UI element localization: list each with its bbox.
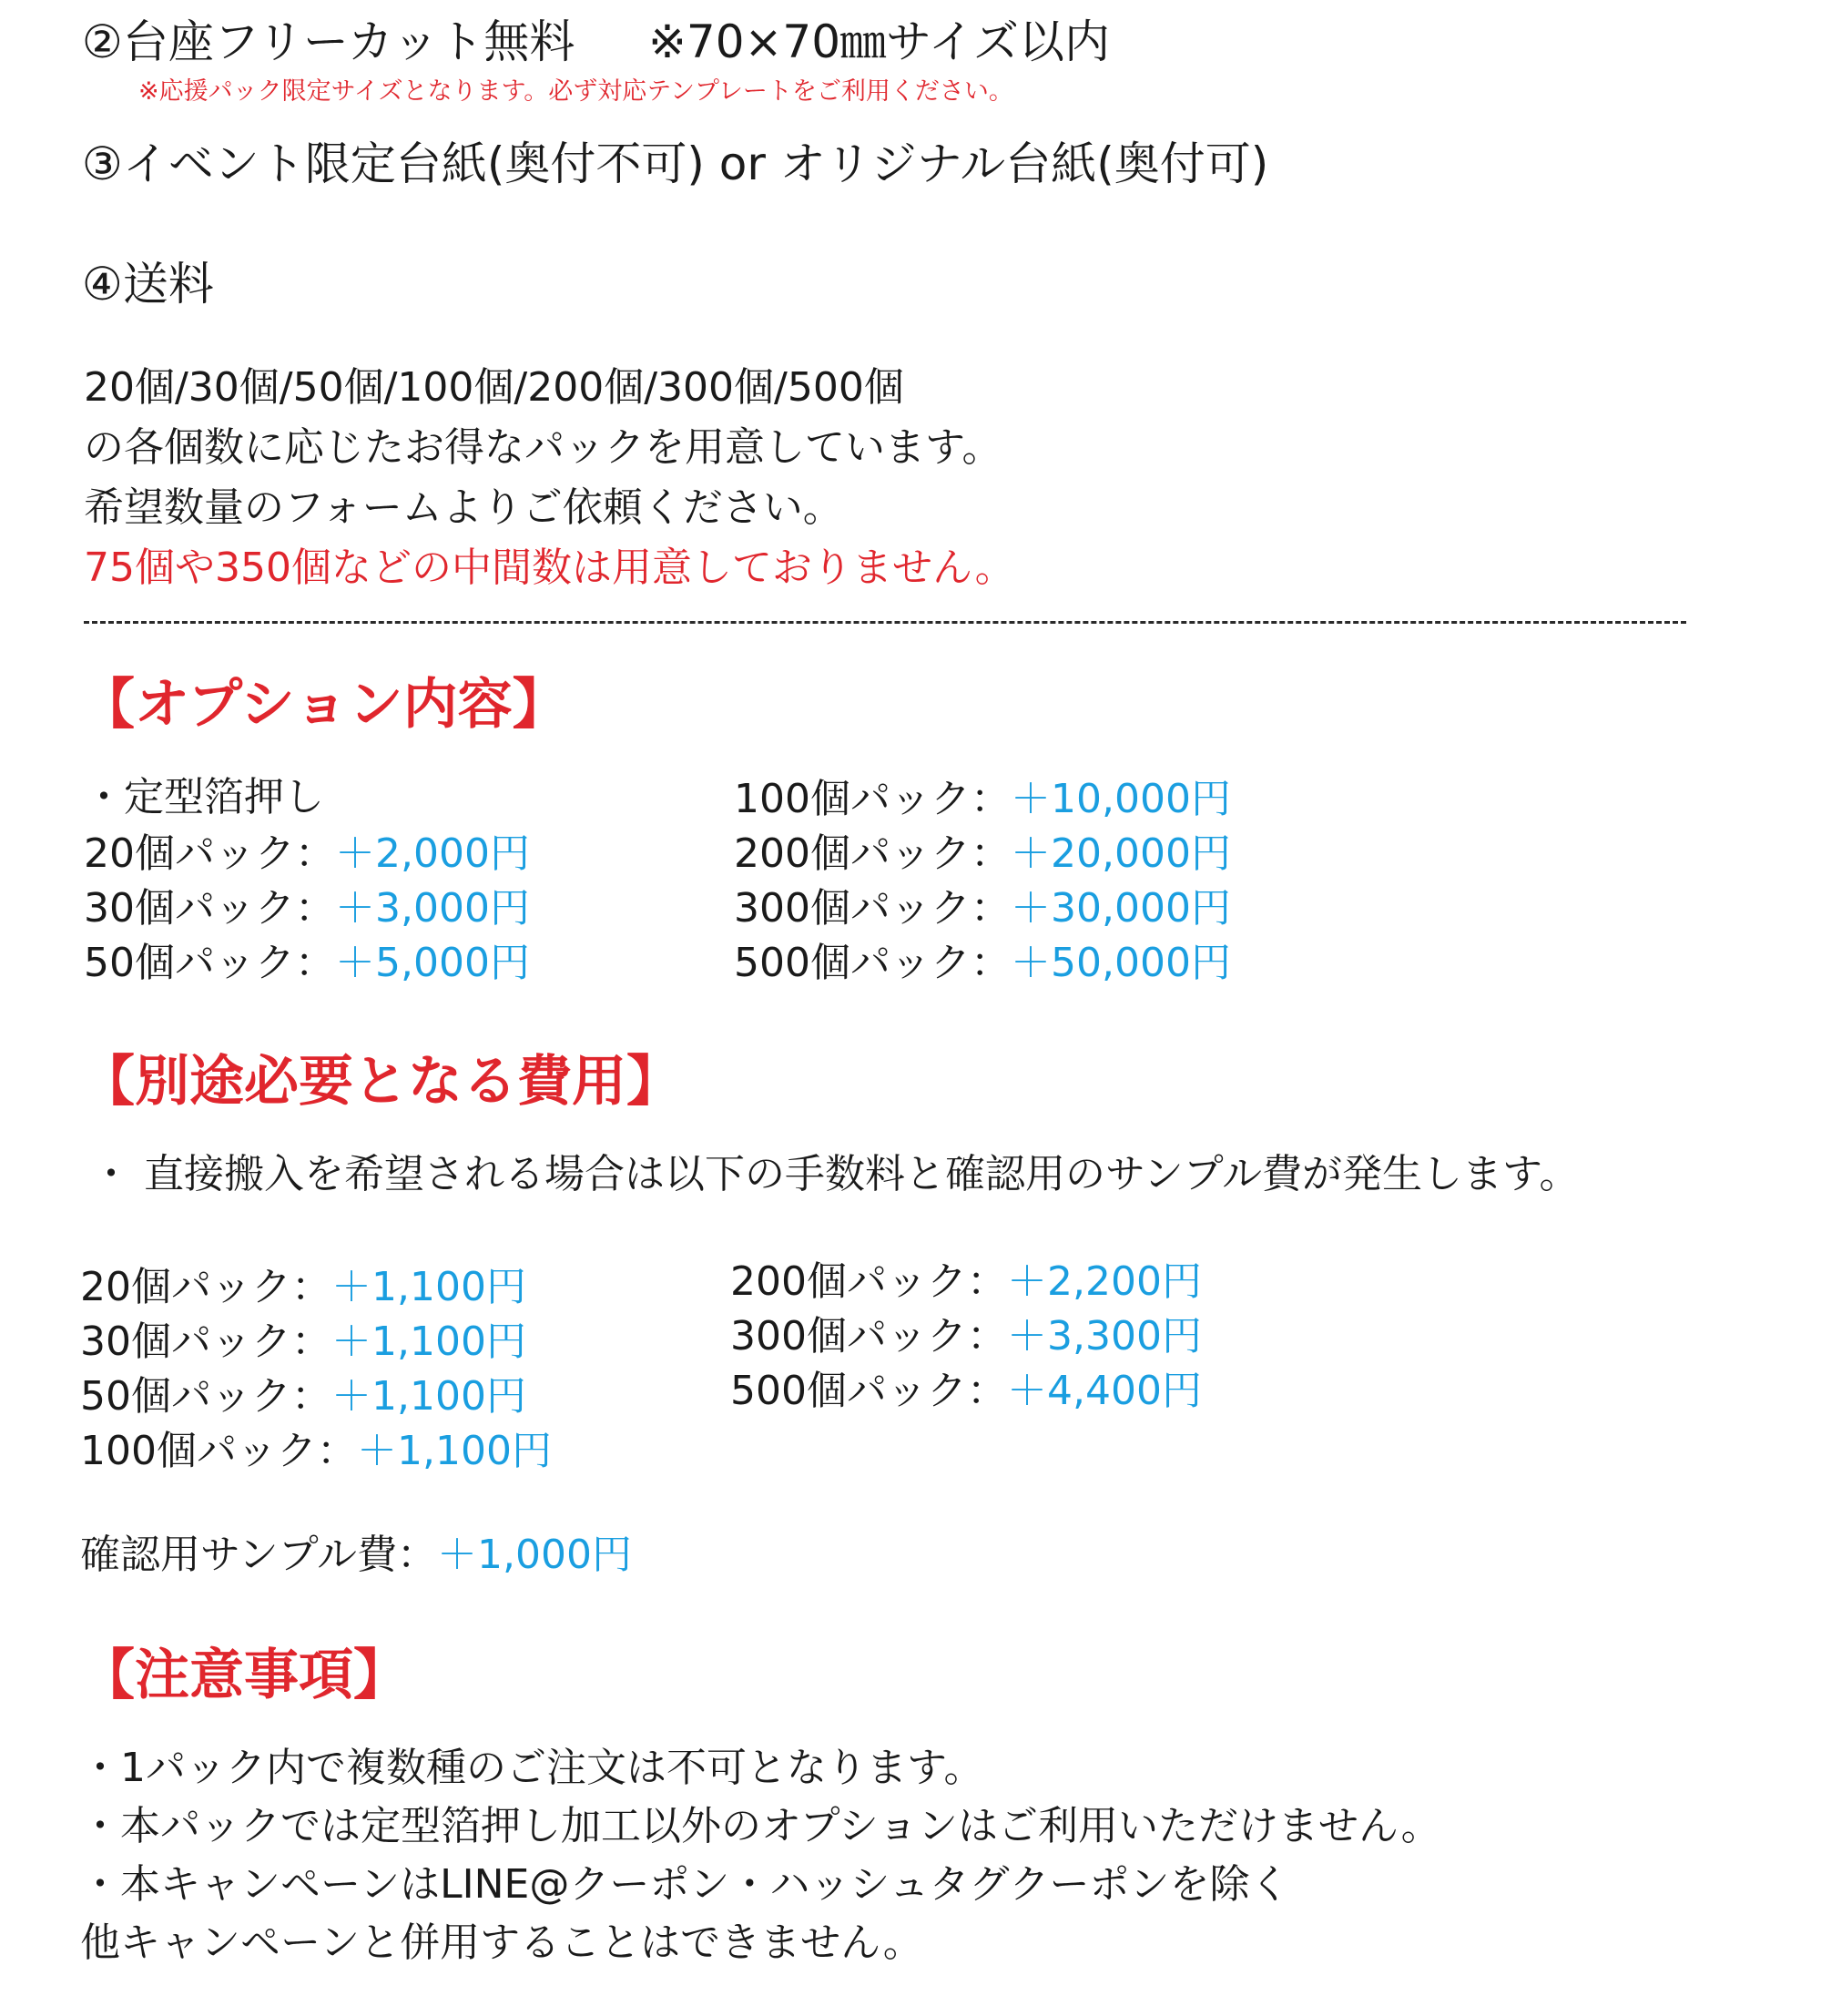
description-line-3: 希望数量のフォームよりご依頼ください。 (84, 484, 843, 531)
fee-price-row (80, 1315, 552, 1369)
pack-label: 100個パック (80, 1428, 317, 1474)
fee-price-row (80, 1424, 552, 1479)
note-line-1: ・1パック内で複数種のご注文は不可となります。 (80, 1745, 984, 1791)
pack-price: ＋30,000円 (1010, 885, 1231, 932)
description-warning: 75個や350個などの中間数は用意しておりません。 (84, 545, 1015, 591)
pack-price: ＋10,000円 (1010, 776, 1231, 822)
pack-price: ＋1,100円 (331, 1373, 526, 1420)
sample-fee-label: 確認用サンプル費 (80, 1532, 398, 1578)
pack-price: ＋1,100円 (356, 1428, 552, 1474)
options-left-list (84, 827, 530, 991)
separator: ： (966, 1368, 1007, 1414)
fee-price-row (730, 1309, 1202, 1364)
pack-label: 200個パック (730, 1258, 967, 1305)
option-price-row (734, 827, 1231, 881)
separator: ： (295, 885, 335, 932)
shipping-label: ④送料 (82, 258, 214, 311)
separator: ： (316, 1428, 357, 1474)
pack-label: 300個パック (734, 885, 971, 932)
option-price-row (734, 772, 1231, 827)
pack-label: 500個パック (730, 1368, 967, 1414)
dashed-divider (84, 621, 1686, 624)
pack-label: 200個パック (734, 830, 971, 877)
separator: ： (291, 1373, 331, 1420)
pack-label: 100個パック (734, 776, 971, 822)
note-line-4: 他キャンペーンと併用することはできません。 (80, 1919, 923, 1966)
pack-price: ＋2,000円 (335, 830, 530, 877)
pack-label: 30個パック (80, 1319, 291, 1365)
pack-label: 500個パック (734, 940, 971, 986)
pack-label: 20個パック (80, 1264, 291, 1310)
options-right-list (734, 772, 1231, 991)
pack-price: ＋50,000円 (1010, 940, 1231, 986)
separator: ： (291, 1264, 331, 1310)
separator: ： (295, 940, 335, 986)
pack-price: ＋3,300円 (1006, 1313, 1202, 1359)
pack-price: ＋3,000円 (335, 885, 530, 932)
fees-intro: ・ 直接搬入を希望される場合は以下の手数料と確認用のサンプル費が発生します。 (91, 1151, 1580, 1197)
notes-heading: 【注意事項】 (80, 1644, 408, 1707)
note-line-3: ・本キャンペーンはLINE@クーポン・ハッシュタグクーポンを除く (80, 1861, 1290, 1908)
separator: ： (966, 1313, 1007, 1359)
description-line-1: 20個/30個/50個/100個/200個/300個/500個 (84, 364, 904, 411)
option-price-row (734, 936, 1231, 991)
fee-price-row (80, 1369, 552, 1424)
separator: ： (970, 940, 1011, 986)
fee-price-row (730, 1364, 1202, 1419)
separator: ： (397, 1532, 438, 1578)
sample-fee-price: ＋1,000円 (437, 1532, 633, 1578)
pack-label: 50個パック (84, 940, 295, 986)
options-heading: 【オプション内容】 (80, 673, 567, 737)
option-price-row (84, 936, 530, 991)
option-price-row (84, 881, 530, 936)
pack-label: 20個パック (84, 830, 295, 877)
note-line-2: ・本パックでは定型箔押し加工以外のオプションはご利用いただけません。 (80, 1803, 1441, 1849)
size-limit-label: ※70×70㎜サイズ以内 (648, 15, 1111, 68)
free-cut-label: ②台座フリーカット無料 (82, 15, 575, 68)
fees-heading: 【別途必要となる費用】 (80, 1050, 681, 1114)
separator: ： (970, 776, 1011, 822)
pack-price: ＋4,400円 (1006, 1368, 1202, 1414)
fee-price-row (730, 1255, 1202, 1309)
option-price-row (84, 827, 530, 881)
description-line-2: の各個数に応じたお得なパックを用意しています。 (84, 424, 1002, 471)
pack-price: ＋5,000円 (335, 940, 530, 986)
separator: ： (295, 830, 335, 877)
separator: ： (966, 1258, 1007, 1305)
pack-price: ＋1,100円 (331, 1319, 526, 1365)
pack-label: 30個パック (84, 885, 295, 932)
fees-right-list (730, 1255, 1202, 1419)
pack-label: 300個パック (730, 1313, 967, 1359)
fee-price-row (80, 1260, 552, 1315)
fees-left-list (80, 1260, 552, 1479)
separator: ： (970, 830, 1011, 877)
separator: ： (291, 1319, 331, 1365)
free-cut-note: ※応援パック限定サイズとなります。必ず対応テンプレートをご利用ください。 (138, 77, 1013, 106)
separator: ： (970, 885, 1011, 932)
pack-price: ＋1,100円 (331, 1264, 526, 1310)
pack-price: ＋2,200円 (1006, 1258, 1202, 1305)
mount-label: ③イベント限定台紙(奥付不可) or オリジナル台紙(奥付可) (82, 137, 1269, 190)
sample-fee-row (80, 1530, 632, 1581)
options-item-title: ・定型箔押し (84, 774, 324, 820)
pack-label: 50個パック (80, 1373, 291, 1420)
option-price-row (734, 881, 1231, 936)
pack-price: ＋20,000円 (1010, 830, 1231, 877)
